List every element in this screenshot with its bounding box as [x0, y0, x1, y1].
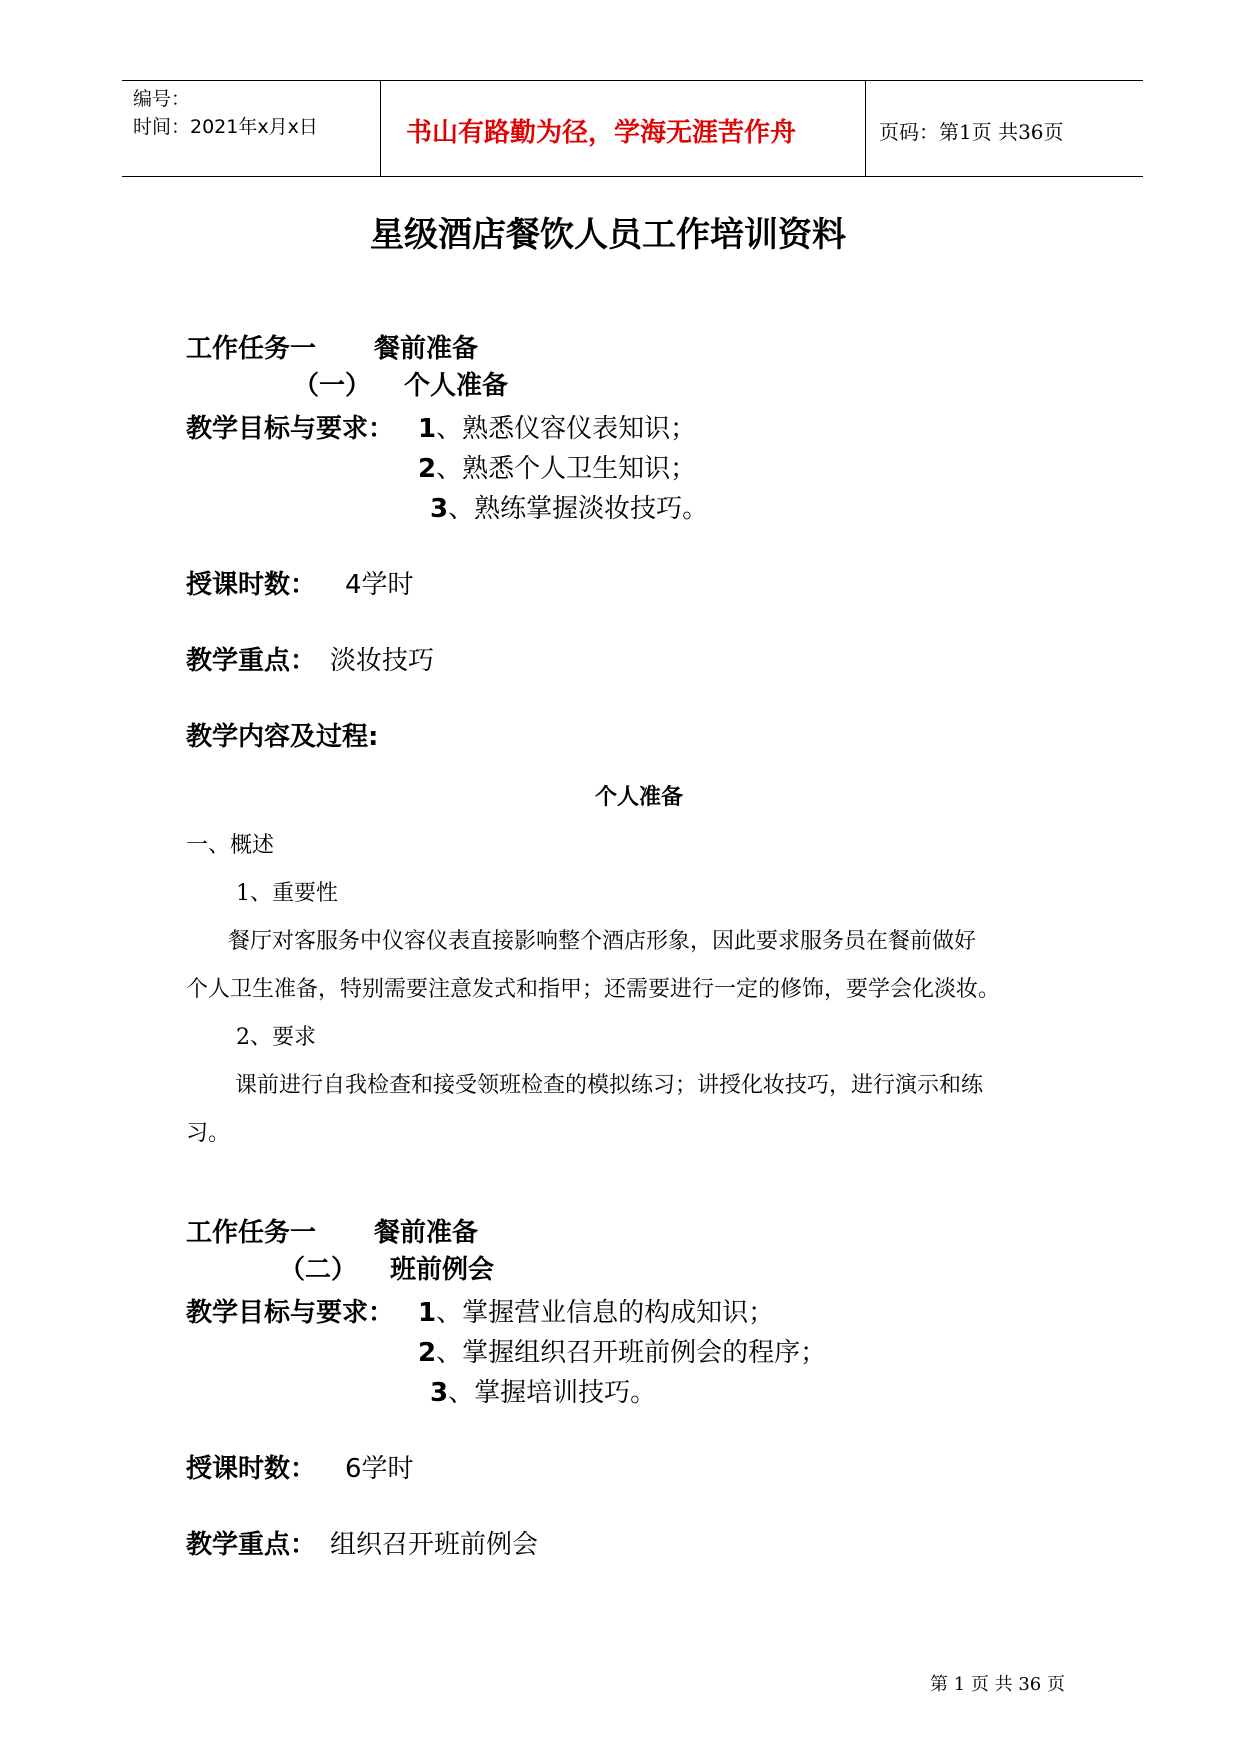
paragraph-line: 餐厅对客服务中仪容仪表直接影响整个酒店形象，因此要求服务员在餐前做好: [228, 929, 977, 954]
header-divider: [865, 81, 866, 176]
document-title: 星级酒店餐饮人员工作培训资料: [370, 215, 846, 255]
goal-item: 2、掌握组织召开班前例会的程序；: [418, 1338, 827, 1368]
page-footer: 第 1 页 共 36 页: [930, 1674, 1065, 1695]
goal-item: 2、熟悉个人卫生知识；: [418, 454, 697, 484]
focus-label: 教学重点：: [186, 1530, 317, 1560]
goal-label: 教学目标与要求：: [186, 414, 395, 444]
task-name: 餐前准备: [374, 334, 479, 364]
goal-item: 1、熟悉仪容仪表知识；: [418, 414, 697, 444]
sub-name: 班前例会: [390, 1255, 495, 1285]
paragraph-line: 习。: [186, 1121, 231, 1146]
focus-value: 组织召开班前例会: [330, 1530, 539, 1560]
hours-label: 授课时数：: [186, 570, 317, 600]
hours-value: 6学时: [345, 1454, 414, 1484]
task-name: 餐前准备: [374, 1218, 479, 1248]
paragraph-line: 个人卫生准备，特别需要注意发式和指甲；还需要进行一定的修饰，要学会化淡妆。: [186, 977, 1001, 1002]
sub-number: （一）: [293, 371, 372, 401]
goal-item: 3、熟练掌握淡妆技巧。: [430, 494, 709, 524]
header-divider: [380, 81, 381, 176]
sub-number: （二）: [279, 1255, 358, 1285]
header-page-info: 页码：第1页 共36页: [879, 120, 1064, 144]
item-title: 2、要求: [236, 1025, 316, 1050]
content-title: 个人准备: [595, 785, 684, 810]
goal-item: 3、掌握培训技巧。: [430, 1378, 657, 1408]
serial-label: 编号：: [133, 88, 191, 110]
hours-label: 授课时数：: [186, 1454, 317, 1484]
time-label: 时间：2021年x月x日: [133, 116, 318, 138]
focus-value: 淡妆技巧: [330, 646, 435, 676]
motto: 书山有路勤为径，学海无涯苦作舟: [406, 118, 797, 148]
hours-value: 4学时: [345, 570, 414, 600]
sub-name: 个人准备: [404, 371, 509, 401]
goal-item: 1、掌握营业信息的构成知识；: [418, 1298, 775, 1328]
focus-label: 教学重点：: [186, 646, 317, 676]
overview-heading: 一、概述: [186, 833, 275, 858]
goal-label: 教学目标与要求：: [186, 1298, 395, 1328]
content-label: 教学内容及过程:: [186, 722, 379, 752]
paragraph-line: 课前进行自我检查和接受领班检查的模拟练习；讲授化妆技巧，进行演示和练: [235, 1073, 984, 1098]
item-title: 1、重要性: [236, 881, 338, 906]
task-heading: 工作任务一: [186, 1218, 317, 1248]
task-heading: 工作任务一: [186, 334, 317, 364]
